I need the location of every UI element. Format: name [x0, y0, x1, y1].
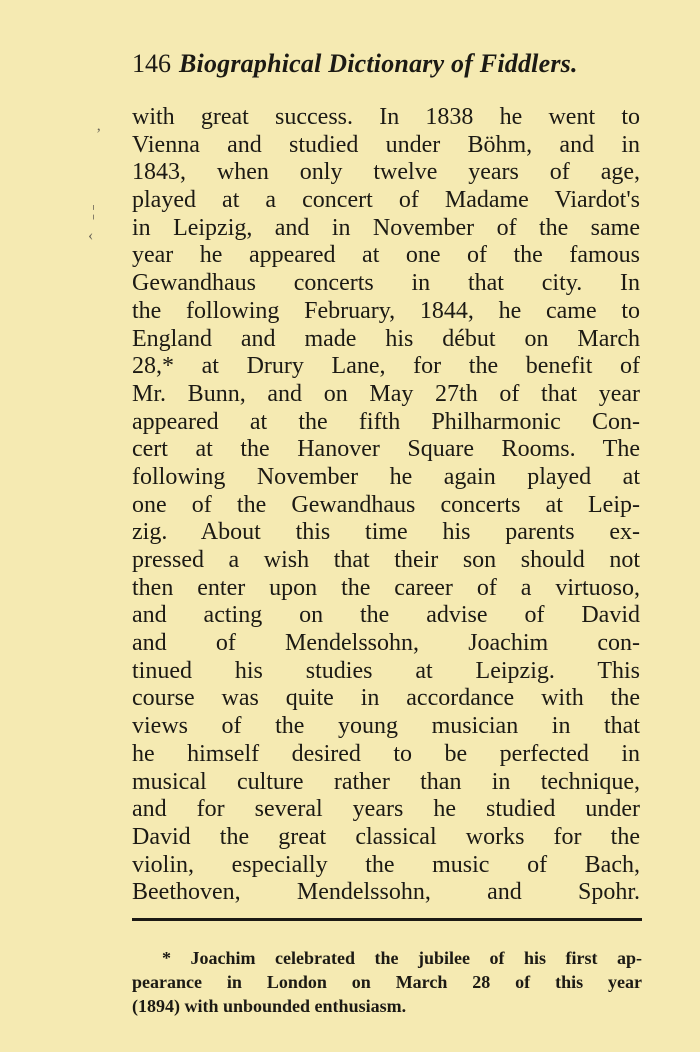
text-line: course was quite in accordance with the	[132, 685, 640, 712]
text-line: cert at the Hanover Square Rooms. The	[132, 436, 640, 463]
footnote-divider	[132, 918, 642, 921]
text-line: violin, especially the music of Bach,	[132, 851, 640, 878]
margin-mark: ‚	[96, 117, 102, 134]
text-line: played at a concert of Madame Viardot's	[132, 187, 640, 214]
text-line: and for several years he studied under	[132, 796, 640, 823]
page-header	[132, 48, 602, 80]
text-line: England and made his début on March	[132, 325, 640, 352]
text-line: one of the Gewandhaus concerts at Leip-	[132, 491, 640, 518]
text-line: and acting on the advise of David	[132, 602, 640, 629]
text-line: with great success. In 1838 he went to	[132, 104, 640, 130]
text-line: year he appeared at one of the famous	[132, 242, 640, 269]
text-line: then enter upon the career of a virtuoso,	[132, 574, 640, 601]
text-line: 1843, when only twelve years of age,	[132, 159, 640, 186]
text-line: Mr. Bunn, and on May 27th of that year	[132, 380, 640, 407]
text-line: and of Mendelssohn, Joachim con-	[132, 630, 640, 657]
text-line: in Leipzig, and in November of the same	[132, 214, 640, 241]
running-title: Biographical Dictionary of Fiddlers.	[179, 49, 578, 78]
text-line: David the great classical works for the	[132, 823, 640, 850]
text-line: following November he again played at	[132, 463, 640, 490]
footnote-line: pearance in London on March 28 of this year	[132, 972, 642, 992]
text-line: pressed a wish that their son should not	[132, 547, 640, 573]
body-text	[132, 104, 640, 907]
footnote-line: (1894) with unbounded enthusiasm.	[132, 996, 407, 1016]
margin-mark: ‹	[88, 227, 94, 244]
text-line: he himself desired to be perfected in	[132, 740, 640, 767]
footnote	[132, 946, 642, 1018]
page-number: 146	[132, 49, 171, 78]
footnote-line: * Joachim celebrated the jubilee of his first ap-	[162, 948, 642, 968]
text-line: zig. About this time his parents ex-	[132, 519, 640, 546]
margin-mark: ¦	[92, 203, 96, 220]
text-line: musical culture rather than in technique,	[132, 768, 640, 795]
text-line: Gewandhaus concerts in that city. In	[132, 270, 640, 297]
text-line: appeared at the fifth Philharmonic Con-	[132, 408, 640, 435]
text-line: tinued his studies at Leipzig. This	[132, 657, 640, 684]
text-line: views of the young musician in that	[132, 713, 640, 740]
text-line: 28,* at Drury Lane, for the benefit of	[132, 353, 640, 380]
text-line: Beethoven, Mendelssohn, and Spohr.	[132, 879, 640, 906]
text-line: Vienna and studied under Böhm, and in	[132, 131, 640, 158]
text-line: the following February, 1844, he came to	[132, 297, 640, 324]
